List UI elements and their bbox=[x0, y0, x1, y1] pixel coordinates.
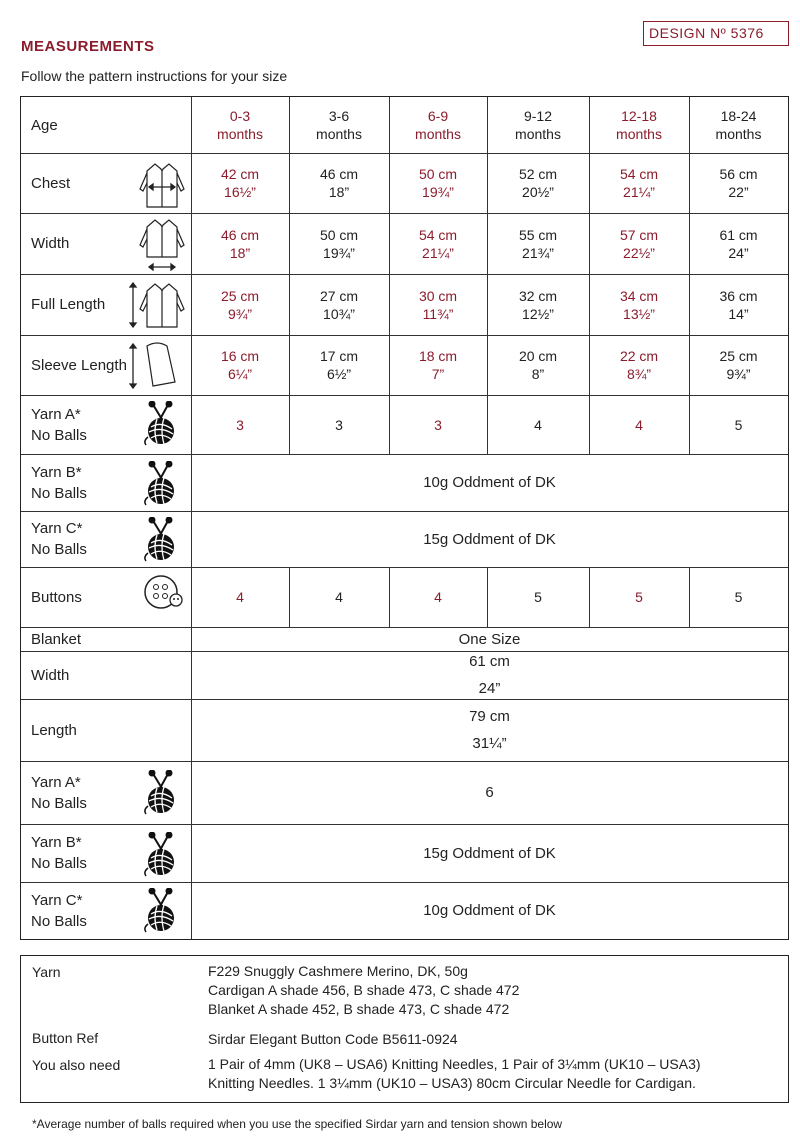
width-cell bbox=[289, 213, 389, 274]
age-label bbox=[31, 97, 141, 153]
full-length-cell-text: 32 cm bbox=[518, 287, 558, 304]
sleeve-length-cell-text: 25 cm bbox=[719, 348, 758, 364]
width-cell bbox=[487, 213, 589, 274]
sleeve-length-label bbox=[31, 335, 141, 395]
age-cell bbox=[487, 97, 589, 153]
buttons-cell bbox=[289, 567, 389, 627]
yarn-line: F229 Snuggly Cashmere Merino, DK, 50g bbox=[208, 963, 468, 979]
yarn-b-value bbox=[191, 454, 788, 511]
design-number: DESIGN Nº 5376 bbox=[643, 21, 789, 46]
yarn-a-cell bbox=[191, 395, 289, 454]
sleeve-length-cell-text: 20 cm bbox=[518, 348, 558, 364]
row-label-text: Yarn C* bbox=[31, 891, 83, 909]
yarn-ball-icon bbox=[143, 832, 179, 878]
age-cell-text: 18-24 bbox=[720, 108, 757, 124]
row-label-text: No Balls bbox=[31, 426, 87, 444]
yarn-a-cell bbox=[589, 395, 689, 454]
chest-cell bbox=[191, 153, 289, 213]
sleeve-length-cell bbox=[487, 335, 589, 395]
sleeve-length-cell-text: 6½” bbox=[326, 366, 352, 382]
chest-cell-text: 42 cm bbox=[220, 166, 260, 182]
row-label-text: Yarn A* bbox=[31, 773, 81, 791]
chest-cell-text: 20½” bbox=[522, 184, 554, 200]
width-cell-text: 50 cm bbox=[319, 226, 359, 243]
row-label-text: Yarn B* bbox=[31, 834, 82, 851]
full-length-cell bbox=[487, 274, 589, 335]
width-cell bbox=[589, 213, 689, 274]
age-cell bbox=[689, 97, 788, 153]
sleeve-length-cell-text: 17 cm bbox=[319, 348, 359, 364]
buttons-cell-text: 4 bbox=[434, 589, 442, 605]
measurements-table bbox=[20, 96, 789, 940]
chest-cell bbox=[389, 153, 487, 213]
full-length-cell bbox=[589, 274, 689, 335]
sleeve-length-cell-text: 8” bbox=[531, 366, 545, 382]
blanket-yarn-a-value bbox=[191, 761, 788, 824]
sleeve-length-cell-text: 18 cm bbox=[418, 348, 458, 364]
full-length-cell bbox=[289, 274, 389, 335]
chest-cell-text: 56 cm bbox=[719, 166, 758, 182]
age-cell-text: 9-12 bbox=[523, 108, 553, 124]
blanket-yarn-a-label bbox=[31, 761, 141, 824]
width-cell-text: 24” bbox=[728, 244, 749, 261]
yarn-a-cell-text: 4 bbox=[534, 416, 542, 433]
yarn-ball-icon bbox=[143, 461, 179, 507]
row-label-text: Age bbox=[31, 116, 58, 134]
chest-cell-text: 52 cm bbox=[518, 166, 558, 182]
also-need-details bbox=[208, 1055, 701, 1093]
full-length-cell-text: 36 cm bbox=[719, 287, 758, 304]
chest-cell-text: 18” bbox=[328, 184, 350, 200]
blanket-width-value-text: 61 cm bbox=[469, 653, 510, 670]
blanket-length-value-text: 79 cm bbox=[469, 708, 510, 725]
full-length-label bbox=[31, 274, 141, 335]
yarn-b-label bbox=[31, 454, 141, 511]
buttons-cell bbox=[689, 567, 788, 627]
cardigan-width-icon bbox=[137, 215, 187, 271]
width-cell-text: 57 cm bbox=[619, 226, 659, 243]
buttons-cell-text: 4 bbox=[335, 589, 343, 605]
row-label-text: Yarn C* bbox=[31, 520, 83, 537]
sleeve-length-cell-text: 7” bbox=[431, 366, 445, 382]
width-cell-text: 46 cm bbox=[220, 226, 260, 243]
row-label-text: Sleeve Length bbox=[31, 356, 127, 374]
age-cell bbox=[191, 97, 289, 153]
blanket-yarn-b-value bbox=[191, 824, 788, 882]
blanket-yarn-b-label bbox=[31, 824, 141, 882]
row-label-text: No Balls bbox=[31, 484, 87, 502]
footnote: *Average number of balls required when you use the specified Sirdar yarn and tension shown below bbox=[32, 1117, 563, 1131]
age-cell-text: months bbox=[715, 126, 762, 142]
chest-cell bbox=[487, 153, 589, 213]
yarn-a-cell-text: 3 bbox=[335, 416, 343, 433]
full-length-cell-text: 30 cm bbox=[418, 287, 458, 304]
chest-cell-text: 22” bbox=[728, 184, 749, 200]
age-cell bbox=[589, 97, 689, 153]
chest-cell-text: 16½” bbox=[224, 184, 256, 200]
blanket-label bbox=[31, 627, 141, 651]
yarn-c-value bbox=[191, 511, 788, 567]
age-cell bbox=[289, 97, 389, 153]
button-ref-value: Sirdar Elegant Button Code B5611-0924 bbox=[208, 1031, 458, 1047]
materials-box bbox=[20, 955, 789, 1103]
full-length-cell-text: 10¾” bbox=[323, 305, 355, 322]
yarn-ball-icon bbox=[143, 770, 179, 816]
sleeve-length-cell-text: 8¾” bbox=[626, 366, 652, 382]
buttons-cell-text: 5 bbox=[635, 589, 643, 605]
chest-cell bbox=[289, 153, 389, 213]
blanket-width-value-text: 24” bbox=[478, 680, 501, 697]
chest-cell-text: 19¾” bbox=[422, 184, 454, 200]
blanket-yarn-c-label bbox=[31, 882, 141, 939]
button-ref-label: Button Ref bbox=[32, 1030, 99, 1046]
button-icon bbox=[143, 572, 187, 612]
full-length-cell-text: 11¾” bbox=[422, 305, 454, 322]
width-cell bbox=[191, 213, 289, 274]
sleeve-length-cell-text: 16 cm bbox=[220, 348, 260, 364]
width-cell-text: 21¼” bbox=[422, 244, 454, 261]
sleeve-length-cell bbox=[689, 335, 788, 395]
yarn-a-cell-text: 5 bbox=[734, 416, 743, 433]
sleeve-length-cell bbox=[389, 335, 487, 395]
yarn-a-cell bbox=[289, 395, 389, 454]
full-length-cell-text: 12½” bbox=[522, 305, 554, 322]
buttons-cell-text: 4 bbox=[236, 589, 244, 605]
blanket-width-label bbox=[31, 651, 141, 699]
buttons-cell-text: 5 bbox=[534, 589, 542, 605]
yarn-a-cell bbox=[389, 395, 487, 454]
blanket-length-value-text: 31¼” bbox=[472, 735, 507, 752]
sleeve-length-cell bbox=[589, 335, 689, 395]
row-label-text: Width bbox=[31, 235, 70, 252]
chest-cell-text: 21¼” bbox=[623, 184, 655, 200]
width-cell-text: 54 cm bbox=[418, 226, 458, 243]
age-cell-text: 12-18 bbox=[621, 108, 657, 124]
row-label-text: Yarn B* bbox=[31, 463, 82, 481]
full-length-cell bbox=[191, 274, 289, 335]
row-label-text: Full Length bbox=[31, 296, 106, 313]
buttons-cell bbox=[191, 567, 289, 627]
blanket-length-label bbox=[31, 699, 141, 761]
age-cell-text: 3-6 bbox=[328, 108, 350, 124]
blanket-length-value bbox=[191, 699, 788, 761]
buttons-cell-text: 5 bbox=[734, 589, 743, 605]
buttons-cell bbox=[589, 567, 689, 627]
width-cell-text: 21¾” bbox=[522, 244, 554, 261]
full-length-cell-text: 14” bbox=[728, 305, 749, 322]
buttons-cell bbox=[389, 567, 487, 627]
chest-cell bbox=[589, 153, 689, 213]
age-cell-text: months bbox=[616, 126, 662, 142]
chest-cell-text: 54 cm bbox=[619, 166, 659, 182]
width-cell-text: 22½” bbox=[623, 244, 655, 261]
width-cell-text: 61 cm bbox=[719, 226, 758, 243]
full-length-cell-text: 34 cm bbox=[619, 287, 659, 304]
yarn-c-value-text: 15g Oddment of DK bbox=[423, 530, 556, 548]
yarn-a-cell bbox=[689, 395, 788, 454]
yarn-ball-icon bbox=[143, 517, 179, 563]
row-label-text: Length bbox=[31, 721, 77, 739]
row-label-text: No Balls bbox=[31, 855, 87, 872]
blanket-yarn-a-value-text: 6 bbox=[485, 784, 494, 801]
yarn-a-cell-text: 3 bbox=[434, 416, 442, 433]
buttons-label bbox=[31, 567, 141, 627]
sleeve-length-cell-text: 22 cm bbox=[619, 348, 659, 364]
blanket-width-value bbox=[191, 651, 788, 699]
full-length-cell bbox=[389, 274, 487, 335]
yarn-line: Cardigan A shade 456, B shade 473, C shade 472 bbox=[208, 982, 520, 998]
width-cell bbox=[689, 213, 788, 274]
age-cell-text: months bbox=[217, 126, 263, 142]
sleeve-length-cell bbox=[191, 335, 289, 395]
blanket-yarn-c-value bbox=[191, 882, 788, 939]
cardigan-chest-icon bbox=[137, 159, 187, 209]
width-cell bbox=[389, 213, 487, 274]
blanket-yarn-b-value-text: 15g Oddment of DK bbox=[423, 844, 556, 862]
yarn-a-cell-text: 3 bbox=[236, 416, 244, 433]
row-label-text: Buttons bbox=[31, 588, 82, 606]
row-label-text: No Balls bbox=[31, 541, 87, 558]
chest-cell-text: 50 cm bbox=[418, 166, 458, 182]
yarn-a-cell bbox=[487, 395, 589, 454]
chest-cell-text: 46 cm bbox=[319, 166, 359, 182]
need-line: Knitting Needles. 1 3¼mm (UK10 – USA3) 80cm Circular Needle for Cardigan. bbox=[208, 1075, 696, 1091]
page-title: MEASUREMENTS bbox=[21, 38, 155, 55]
age-cell-text: 0-3 bbox=[229, 108, 251, 124]
yarn-label: Yarn bbox=[32, 964, 61, 980]
yarn-a-label bbox=[31, 395, 141, 454]
blanket-size-text: One Size bbox=[458, 630, 521, 648]
buttons-cell bbox=[487, 567, 589, 627]
blanket-yarn-c-value-text: 10g Oddment of DK bbox=[423, 902, 556, 919]
yarn-c-label bbox=[31, 511, 141, 567]
age-cell-text: months bbox=[515, 126, 561, 142]
width-cell-text: 19¾” bbox=[323, 244, 355, 261]
row-label-text: Blanket bbox=[31, 630, 82, 648]
chest-label bbox=[31, 153, 141, 213]
row-label-text: Width bbox=[31, 666, 70, 684]
yarn-b-value-text: 10g Oddment of DK bbox=[423, 474, 556, 491]
full-length-cell-text: 13½” bbox=[623, 305, 655, 322]
row-label-text: No Balls bbox=[31, 794, 87, 812]
age-cell-text: months bbox=[316, 126, 362, 142]
width-label bbox=[31, 213, 141, 274]
full-length-cell-text: 27 cm bbox=[319, 287, 359, 304]
yarn-line: Blanket A shade 452, B shade 473, C shade 472 bbox=[208, 1001, 510, 1017]
also-need-label: You also need bbox=[32, 1057, 121, 1073]
full-length-cell bbox=[689, 274, 788, 335]
width-cell-text: 18” bbox=[229, 244, 251, 261]
age-cell-text: months bbox=[415, 126, 461, 142]
page-subtitle: Follow the pattern instructions for your size bbox=[21, 68, 288, 84]
sleeve-length-cell-text: 6¼” bbox=[227, 366, 253, 382]
yarn-ball-icon bbox=[143, 888, 179, 934]
full-length-cell-text: 9¾” bbox=[227, 305, 253, 322]
yarn-a-cell-text: 4 bbox=[635, 416, 643, 433]
age-cell-text: 6-9 bbox=[427, 108, 449, 124]
width-cell-text: 55 cm bbox=[518, 226, 558, 243]
row-label-text: Yarn A* bbox=[31, 405, 81, 423]
yarn-details bbox=[208, 962, 519, 1019]
yarn-ball-icon bbox=[143, 401, 179, 447]
age-cell bbox=[389, 97, 487, 153]
sleeve-length-cell-text: 9¾” bbox=[726, 366, 751, 382]
full-length-cell-text: 25 cm bbox=[220, 287, 260, 304]
row-label-text: No Balls bbox=[31, 912, 87, 930]
row-label-text: Chest bbox=[31, 174, 71, 192]
sleeve-length-cell bbox=[289, 335, 389, 395]
need-line: 1 Pair of 4mm (UK8 – USA6) Knitting Needles, 1 Pair of 3¼mm (UK10 – USA3) bbox=[208, 1056, 701, 1072]
chest-cell bbox=[689, 153, 788, 213]
